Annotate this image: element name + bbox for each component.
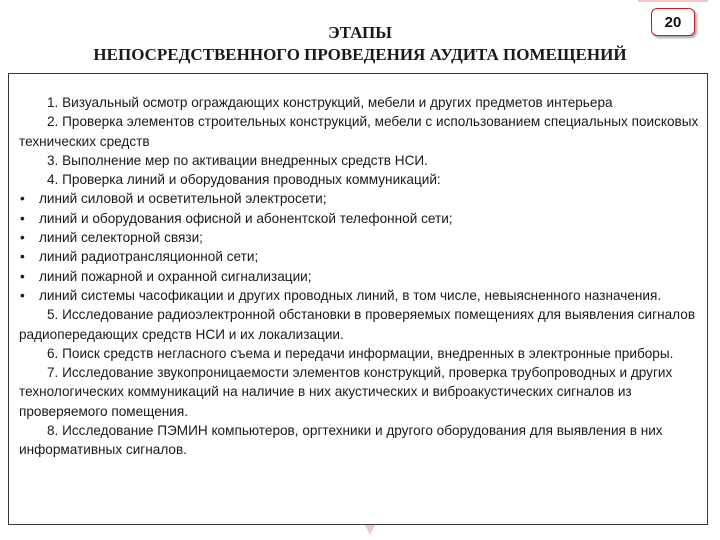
decorative-arrow-icon	[365, 525, 375, 535]
step-7: 7. Исследование звукопроницаемости элементов конструкций, проверка трубопроводных и других технологических коммуникаций на наличие в них акустических и виброакустических сигналов из проверяемого помещения.	[19, 365, 673, 419]
bullet-dot-icon: •	[20, 230, 25, 246]
bullet-item	[19, 228, 703, 247]
slide-title-line2: НЕПОСРЕДСТВЕННОГО ПРОВЕДЕНИЯ АУДИТА ПОМЕЩЕНИЙ	[93, 45, 627, 64]
step-1: 1. Визуальный осмотр ограждающих конструкций, мебели и других предметов интерьера	[47, 95, 613, 110]
bullet-text: линий и оборудования офисной и абонентской телефонной сети;	[39, 210, 453, 226]
bullet-item	[19, 267, 703, 286]
bullet-text: линий силовой и осветительной электросети;	[39, 191, 327, 207]
bullet-dot-icon: •	[20, 191, 25, 207]
bullet-dot-icon: •	[20, 249, 25, 265]
bullet-dot-icon: •	[20, 210, 25, 226]
step-6: 6. Поиск средств негласного съема и передачи информации, внедренных в электронные приборы.	[47, 345, 674, 361]
bullet-dot-icon: •	[20, 287, 25, 303]
step-8: 8. Исследование ПЭМИН компьютеров, оргтехники и другого оборудования для выявления в них информативных сигналов.	[19, 423, 663, 458]
content-body	[19, 93, 703, 460]
bullet-item	[19, 189, 703, 208]
slide-title-line1: ЭТАПЫ	[328, 23, 392, 42]
step-4: 4. Проверка линий и оборудования проводных коммуникаций:	[47, 172, 441, 188]
bullet-text: линий пожарной и охранной сигнализации;	[39, 268, 312, 284]
step-3: 3. Выполнение мер по активации внедренных средств НСИ.	[47, 152, 428, 168]
slide-number: 20	[664, 13, 682, 31]
bullet-text: линий селекторной связи;	[39, 230, 203, 246]
bullet-item	[19, 247, 703, 266]
bullet-item	[19, 286, 703, 305]
step-5: 5. Исследование радиоэлектронной обстановки в проверяемых помещениях для выявления сигналов радиопередающих средств НСИ и их локализации.	[19, 307, 696, 342]
slide-number-badge	[651, 8, 695, 36]
bullet-dot-icon: •	[20, 268, 25, 284]
bullet-item	[19, 209, 703, 228]
step-2: 2. Проверка элементов строительных конструкций, мебели с использованием специальных поисковых технических средств	[19, 114, 699, 149]
bullet-text: линий радиотрансляционной сети;	[39, 249, 259, 265]
bullet-text: линий системы часофикации и других проводных линий, в том числе, невыясненного назначения.	[39, 287, 662, 303]
